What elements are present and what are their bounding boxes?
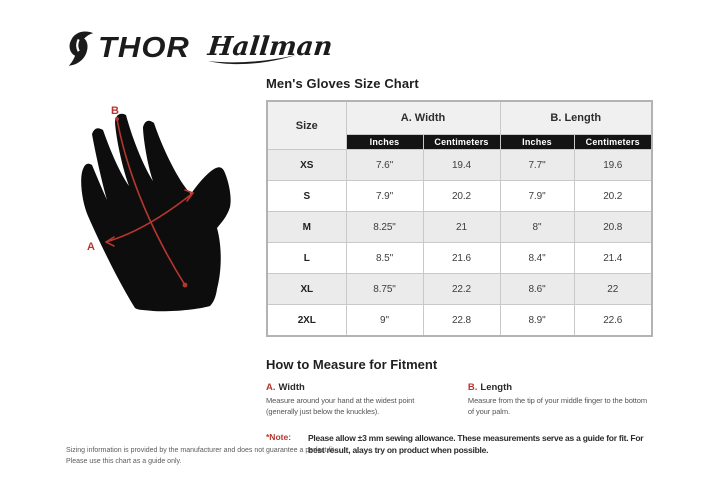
length-inches-cell: 7.7" [500, 150, 574, 181]
length-instruction-text: Measure from the tip of your middle finger to the bottom of your palm. [467, 396, 647, 416]
size-cell: 2XL [267, 305, 346, 337]
length-inches-cell: 8.4" [500, 243, 574, 274]
width-inches-cell: 7.9" [346, 181, 423, 212]
table-row [267, 212, 652, 243]
width-instructions [266, 382, 464, 418]
table-row [267, 305, 652, 337]
unit-header-width-centimeters: Centimeters [423, 135, 500, 150]
hand-silhouette [81, 114, 230, 311]
width-inches-cell: 7.6" [346, 150, 423, 181]
width-label-prefix: A. [266, 382, 276, 393]
hallman-logo [208, 32, 332, 62]
fitment-heading: How to Measure for Fitment [266, 357, 438, 372]
table-row [267, 243, 652, 274]
length-label-prefix: B. [467, 382, 478, 393]
length-instruction-label [468, 382, 652, 393]
measure-instructions [266, 382, 652, 418]
size-cell: XS [267, 150, 346, 181]
table-row [267, 181, 652, 212]
width-instruction-text: Measure around your hand at the widest point (generally just below the knuckles). [266, 396, 415, 416]
note-text: Please allow ±3 mm sewing allowance. These measurements serve as a guide for fit. For best result, alays try on product when possible. [308, 432, 644, 456]
width-inches-cell: 8.5" [346, 243, 423, 274]
col-header-width: A. Width [346, 101, 500, 135]
chart-title: Men's Gloves Size Chart [266, 76, 419, 91]
unit-header-length-centimeters: Centimeters [574, 135, 652, 150]
length-cm-cell: 22 [574, 274, 652, 305]
length-cm-cell: 19.6 [574, 150, 652, 181]
note-label: *Note: [266, 431, 292, 442]
length-instructions [468, 382, 652, 418]
disclaimer [66, 446, 336, 467]
length-inches-cell: 8.6" [500, 274, 574, 305]
size-cell: L [267, 243, 346, 274]
glove-illustration [58, 84, 258, 334]
col-header-size: Size [267, 101, 346, 150]
hallman-underline-flourish [206, 53, 298, 65]
table-row [267, 274, 652, 305]
hallman-wordmark: Hallman [206, 32, 334, 62]
glove-label-b: B [111, 105, 119, 117]
size-cell: XL [267, 274, 346, 305]
table-row [267, 150, 652, 181]
measurement-line-b-end-dot [183, 283, 188, 288]
width-instruction-label [266, 382, 464, 393]
width-cm-cell: 20.2 [423, 181, 500, 212]
width-cm-cell: 21.6 [423, 243, 500, 274]
length-inches-cell: 8" [500, 212, 574, 243]
width-cm-cell: 22.8 [423, 305, 500, 337]
thor-helmet-icon [66, 30, 95, 67]
disclaimer-line1: Sizing information is provided by the manufacturer and does not guarantee a perfect fit. [66, 447, 337, 454]
length-cm-cell: 22.6 [574, 305, 652, 337]
width-cm-cell: 21 [423, 212, 500, 243]
length-inches-cell: 8.9" [500, 305, 574, 337]
group-header-row [267, 101, 652, 135]
width-inches-cell: 8.75" [346, 274, 423, 305]
chart-section [266, 76, 652, 456]
unit-header-length-inches: Inches [500, 135, 574, 150]
size-cell: S [267, 181, 346, 212]
disclaimer-line2: Please use this chart as a guide only. [66, 457, 182, 465]
width-inches-cell: 8.25" [346, 212, 423, 243]
length-inches-cell: 7.9" [500, 181, 574, 212]
width-inches-cell: 9" [346, 305, 423, 337]
col-header-length: B. Length [500, 101, 652, 135]
width-label: Width [278, 382, 305, 393]
width-cm-cell: 22.2 [423, 274, 500, 305]
brand-logos [66, 24, 332, 72]
length-label: Length [480, 382, 513, 393]
length-cm-cell: 20.8 [574, 212, 652, 243]
size-table [266, 100, 653, 337]
length-cm-cell: 21.4 [574, 243, 652, 274]
unit-header-width-inches: Inches [346, 135, 423, 150]
size-cell: M [267, 212, 346, 243]
thor-wordmark: THOR [98, 31, 190, 64]
thor-logo [66, 30, 190, 67]
width-cm-cell: 19.4 [423, 150, 500, 181]
length-cm-cell: 20.2 [574, 181, 652, 212]
glove-label-a: A [87, 241, 95, 253]
measurement-line-b-start-dot [115, 117, 119, 121]
